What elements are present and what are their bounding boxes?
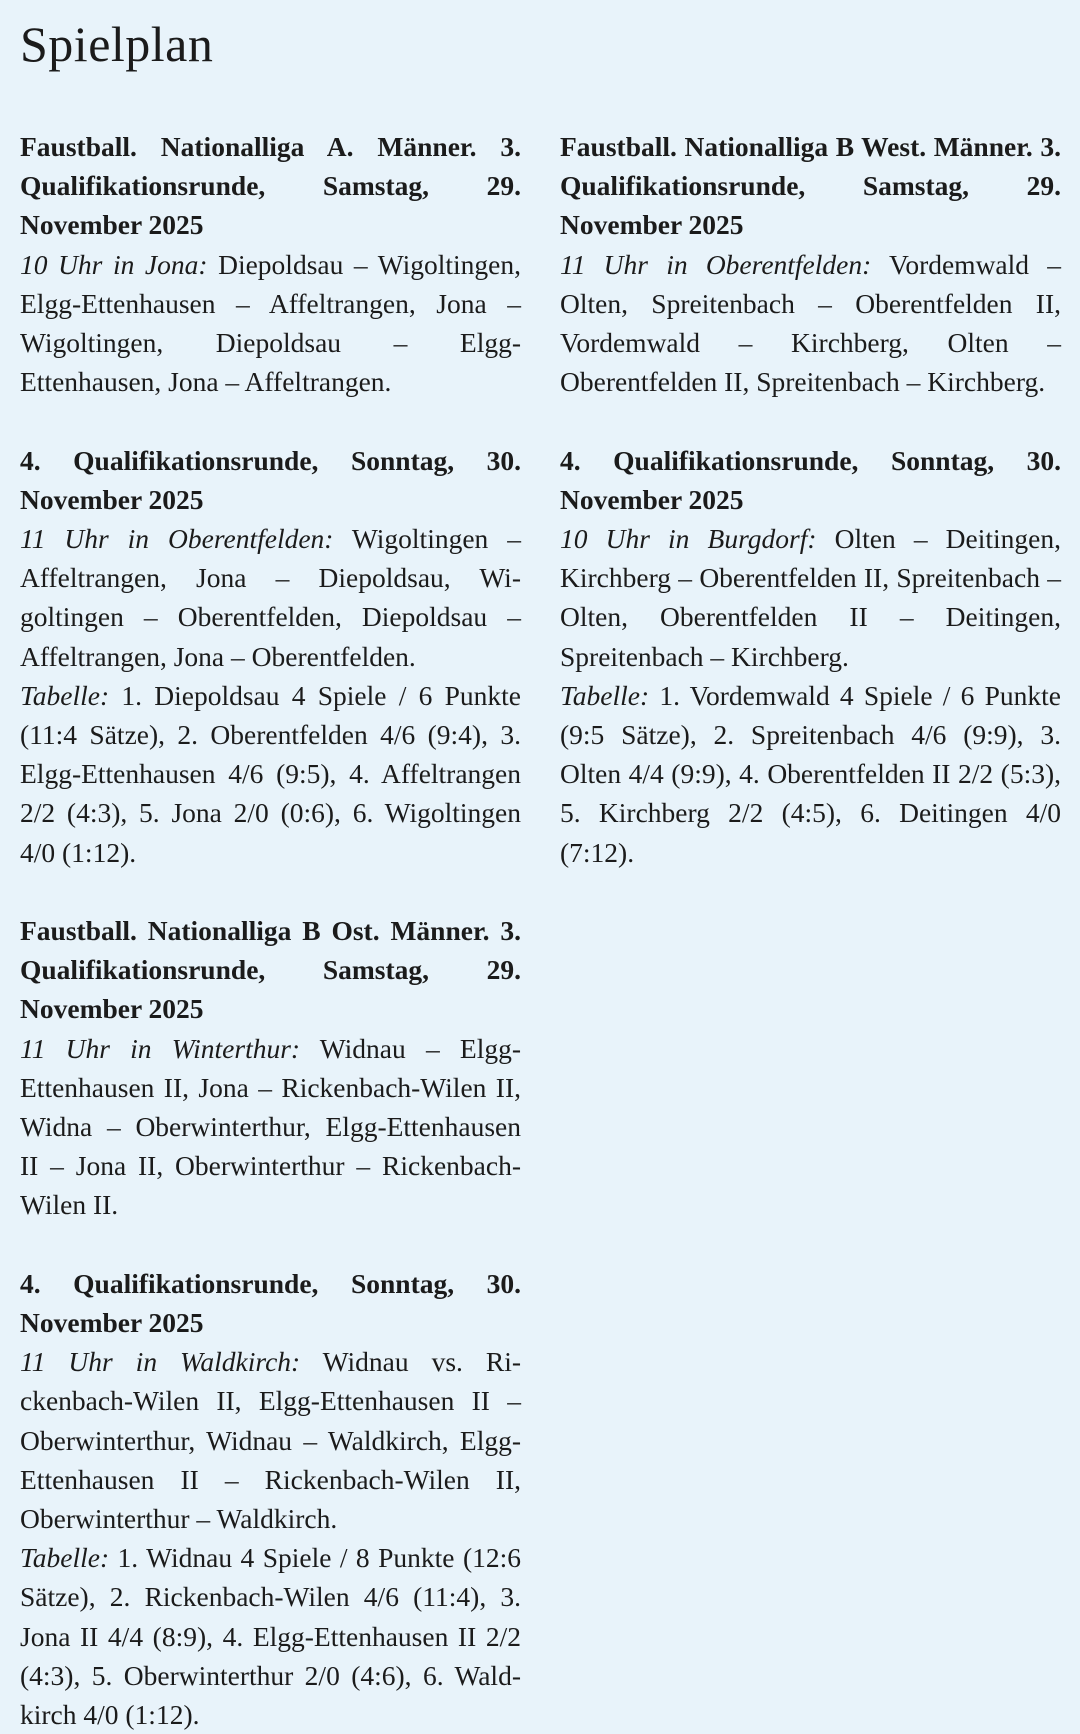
column-right (560, 127, 1061, 872)
standings-label: Tabelle: (560, 679, 650, 711)
section-heading: Faustball. Nationalliga B Ost. Männer. 3. Qualifikationsrunde, Samstag, 29. November 2025 (20, 915, 521, 1025)
section-heading: 4. Qualifikationsrunde, Sonntag, 30. November 2025 (560, 444, 1061, 515)
section-nlb-ost-round4 (20, 1264, 521, 1734)
column-left (20, 127, 521, 1734)
section-heading: 4. Qualifikationsrunde, Sonntag, 30. November 2025 (20, 1267, 521, 1339)
standings-label: Tabelle: (20, 1542, 110, 1574)
section-heading: Faustball. Nationalliga B West. Männer. 3. Qualifikationsrunde, Samstag, 29. November 2025 (560, 131, 1061, 241)
standings-paragraph (20, 676, 521, 872)
games-paragraph (20, 519, 521, 676)
section-nlb-west-round3 (560, 127, 1061, 401)
standings-list: 1. Diepoldsau 4 Spiele / 6 Punkte (11:4 Sätze), 2. Oberentfelden 4/6 (9:4), 3. Elgg-Ettenhausen 4/6 (9:5), 4. Affeltrangen 2/2 (4:3), 5. Jona 2/0 (0:6), 6. Wigoltingen 4/0 (1:12). (20, 679, 521, 868)
standings-list: 1. Vordemwald 4 Spiele / 6 Punkte (9:5 Sätze), 2. Spreitenbach 4/6 (9:9), 3. Olten 4/4 (9:9), 4. Oberentfelden II 2/2 (5:3), 5. Kirchberg 2/2 (4:5), 6. Deitingen 4/0 (7:12). (560, 679, 1061, 868)
venue-time: 11 Uhr in Waldkirch: (20, 1346, 301, 1378)
games-list: Diepoldsau – Wigoltingen, Elgg-Ettenhausen – Affeltrangen, Jona – Wigoltingen, Diepoldsau – Elgg-Ettenhausen, Jona – Affeltrangen. (20, 248, 521, 398)
games-list: Olten – Deitingen, Kirchberg – Oberentfelden II, Spreitenbach – Olten, Oberentfelden II – Deitingen, Spreitenbach – Kirchberg. (560, 523, 1061, 672)
section-heading: Faustball. Nationalliga A. Männer. 3. Qualifikationsrunde, Samstag, 29. November 2025 (20, 131, 521, 241)
games-paragraph (20, 1342, 521, 1538)
section-heading: 4. Qualifikationsrunde, Sonntag, 30. November 2025 (20, 444, 521, 515)
venue-time: 11 Uhr in Oberentfelden: (560, 248, 872, 280)
section-nlb-ost-round3 (20, 911, 521, 1225)
games-list: Widnau vs. Rickenbach-Wilen II, Elgg-Ettenhausen II – Oberwinterthur, Widnau – Waldkirch, Elgg-Ettenhausen II – Rickenbach-Wilen II, Oberwinterthur – Waldkirch. (20, 1346, 522, 1535)
section-nla-round3 (20, 127, 521, 401)
standings-label: Tabelle: (20, 679, 110, 711)
games-list: Wigoltingen – Affeltrangen, Jona – Diepoldsau, Wigoltingen – Oberentfelden, Diepoldsau – Affeltrangen, Jona – Oberentfelden. (20, 523, 521, 672)
standings-paragraph (20, 1538, 521, 1734)
venue-time: 10 Uhr in Burgdorf: (560, 523, 817, 555)
games-list: Vordemwald – Olten, Spreitenbach – Oberentfelden II, Vordemwald – Kirchberg, Olten – Oberentfelden II, Spreitenbach – Kirchberg. (560, 248, 1062, 398)
games-paragraph (20, 245, 521, 402)
games-list: Widnau – Elgg-Ettenhausen II, Jona – Rickenbach-Wilen II, Widna – Oberwinterthur, Elgg-Ettenhausen II – Jona II, Oberwinterthur – Rickenbach-Wilen II. (20, 1032, 521, 1221)
venue-time: 11 Uhr in Winterthur: (20, 1032, 301, 1064)
venue-time: 11 Uhr in Oberentfelden: (20, 523, 334, 555)
standings-list: 1. Widnau 4 Spiele / 8 Punkte (12:6 Sätze), 2. Rickenbach-Wilen 4/6 (11:4), 3. Jona II 4/4 (8:9), 4. Elgg-Ettenhausen II 2/2 (4:3), 5. Oberwinterthur 2/0 (4:6), 6. Waldkirch 4/0 (1:12). (20, 1542, 521, 1731)
page-title: Spielplan (20, 16, 214, 72)
venue-time: 10 Uhr in Jona: (20, 248, 208, 280)
games-paragraph (560, 245, 1061, 402)
section-nlb-west-round4 (560, 441, 1061, 872)
games-paragraph (20, 1029, 521, 1225)
games-paragraph (560, 519, 1061, 676)
standings-paragraph (560, 676, 1061, 872)
section-nla-round4 (20, 441, 521, 872)
